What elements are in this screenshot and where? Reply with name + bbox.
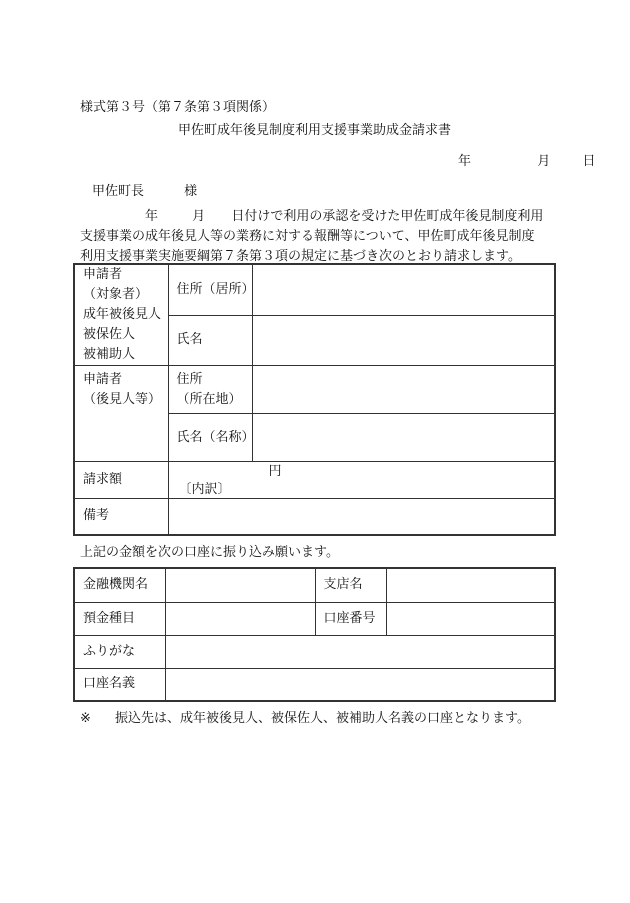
account-number-label: 口座番号: [315, 602, 386, 635]
label-line: 成年被後見人: [83, 307, 162, 322]
body-text: [80, 207, 560, 267]
note: [80, 707, 530, 726]
name-field[interactable]: [252, 315, 555, 365]
date-month: 月: [537, 154, 551, 169]
address-field[interactable]: [252, 264, 555, 315]
address2-label: [168, 366, 252, 414]
breakdown-label: 〔内訳〕: [178, 482, 231, 497]
form-number: 様式第３号（第７条第３項関係）: [80, 100, 276, 115]
application-table: [73, 263, 556, 536]
deposit-type-label: 預金種目: [74, 602, 165, 635]
bank-field[interactable]: [165, 568, 315, 602]
note-text: 振込先は、成年被後見人、被保佐人、被補助人名義の口座となります。: [115, 711, 531, 726]
date-line: [458, 150, 595, 169]
account-number-field[interactable]: [386, 602, 555, 635]
label-line: 申請者: [83, 267, 123, 282]
body-line1: 日付けで利用の承認を受けた甲佐町成年後見制度利用: [231, 209, 544, 224]
amount-field[interactable]: [168, 462, 555, 499]
name2-field[interactable]: [252, 414, 555, 462]
addressee: [92, 180, 197, 199]
body-line2: 支援事業の成年後見人等の業務に対する報酬等について、甲佐町成年後見制度: [80, 229, 535, 244]
bank-account-table: [73, 567, 556, 702]
label-line: 被保佐人: [83, 327, 136, 342]
body-month: 月: [192, 209, 206, 224]
addressee-name: 甲佐町長: [92, 184, 145, 199]
note-mark: ※: [80, 711, 91, 726]
label-line: （対象者）: [83, 287, 149, 302]
bank-label: 金融機関名: [74, 568, 165, 602]
body-year: 年: [145, 209, 159, 224]
applicant-guardian-label: [74, 366, 168, 462]
branch-field[interactable]: [386, 568, 555, 602]
furigana-label: ふりがな: [74, 635, 165, 668]
branch-label: 支店名: [315, 568, 386, 602]
label-line: 被補助人: [83, 347, 136, 362]
label-line: （後見人等）: [83, 392, 162, 407]
account-name-field[interactable]: [165, 668, 555, 701]
yen-unit: 円: [268, 464, 282, 479]
date-day: 日: [582, 154, 596, 169]
furigana-field[interactable]: [165, 635, 555, 668]
amount-label: 請求額: [74, 462, 168, 499]
account-name-label: 口座名義: [74, 668, 165, 701]
remarks-field[interactable]: [168, 499, 555, 535]
date-year: 年: [458, 154, 472, 169]
transfer-request-text: 上記の金額を次の口座に振り込み願います。: [80, 545, 339, 560]
label-line: （所在地）: [176, 391, 242, 407]
label-line: 住所: [176, 371, 203, 387]
label-line: 申請者: [83, 372, 123, 387]
addressee-honorific: 様: [184, 184, 198, 199]
address-label: 住所（居所）: [168, 264, 252, 315]
deposit-type-field[interactable]: [165, 602, 315, 635]
remarks-label: 備考: [74, 499, 168, 535]
body-line3: 利用支援事業実施要綱第７条第３項の規定に基づき次のとおり請求します。: [80, 249, 521, 264]
name-label: 氏名: [168, 315, 252, 365]
page-title: 甲佐町成年後見制度利用支援事業助成金請求書: [178, 123, 452, 138]
name2-label: 氏名（名称）: [168, 414, 252, 462]
applicant-subject-label: [74, 264, 168, 366]
address2-field[interactable]: [252, 366, 555, 414]
